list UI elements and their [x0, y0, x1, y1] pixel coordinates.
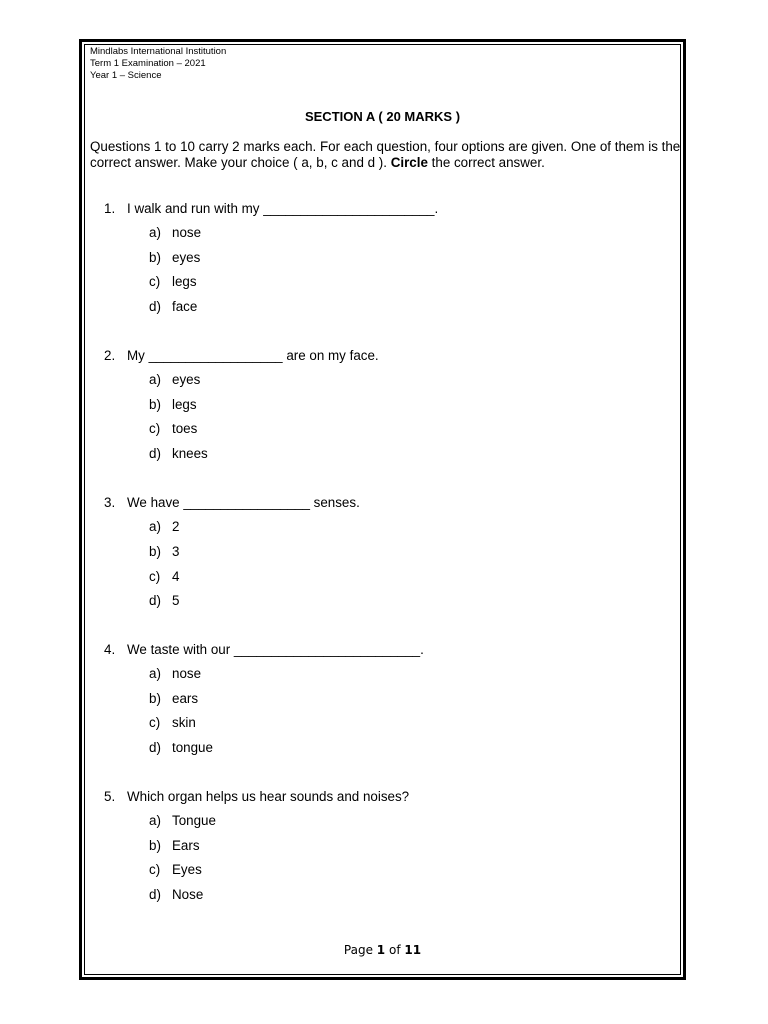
instructions-text-end: the correct answer.	[431, 155, 545, 170]
option-text: tongue	[172, 740, 213, 755]
document-header	[90, 46, 226, 82]
option	[149, 691, 198, 706]
question-text: Which organ helps us hear sounds and noises?	[127, 789, 410, 804]
option-text: Ears	[172, 838, 200, 853]
question-number: 2.	[104, 348, 116, 363]
option	[149, 813, 216, 828]
option-letter: a)	[149, 225, 161, 240]
option-letter: d)	[149, 887, 161, 902]
option	[149, 397, 197, 412]
option-text: eyes	[172, 372, 201, 387]
question-number: 4.	[104, 642, 116, 657]
institution-name: Mindlabs International Institution	[90, 46, 227, 57]
question-number: 1.	[104, 201, 116, 216]
question-text: We taste with our _________________________.	[127, 642, 424, 657]
option-text: 3	[172, 544, 180, 559]
option-text: nose	[172, 666, 202, 681]
option-text: legs	[172, 397, 197, 412]
option	[149, 569, 179, 584]
question-text: I walk and run with my _______________________.	[127, 201, 439, 216]
option	[149, 666, 201, 681]
option	[149, 274, 197, 289]
page-footer	[84, 943, 681, 957]
option	[149, 421, 197, 436]
question-number: 3.	[104, 495, 116, 510]
total-pages: 11	[404, 943, 422, 957]
option-letter: b)	[149, 691, 161, 706]
option-letter: a)	[149, 519, 161, 534]
question-1	[104, 201, 438, 216]
option-letter: c)	[149, 569, 161, 584]
option-letter: d)	[149, 446, 161, 461]
option-letter: a)	[149, 666, 161, 681]
instructions	[90, 139, 682, 171]
option-text: 4	[172, 569, 180, 584]
option-letter: c)	[149, 274, 161, 289]
subject-line: Year 1 – Science	[90, 70, 162, 81]
question-text: My __________________ are on my face.	[127, 348, 379, 363]
option-text: 2	[172, 519, 180, 534]
option-letter: a)	[149, 372, 161, 387]
option	[149, 740, 213, 755]
of-label: of	[388, 943, 401, 957]
page-label: Page	[343, 943, 373, 957]
option	[149, 544, 179, 559]
option-letter: d)	[149, 299, 161, 314]
option-letter: a)	[149, 813, 161, 828]
option	[149, 446, 208, 461]
option-letter: d)	[149, 593, 161, 608]
question-text: We have _________________ senses.	[127, 495, 360, 510]
question-3	[104, 495, 360, 510]
option-text: skin	[172, 715, 196, 730]
option	[149, 887, 203, 902]
section-title: SECTION A ( 20 MARKS )	[304, 109, 461, 124]
option-text: eyes	[172, 250, 201, 265]
question-5	[104, 789, 409, 804]
option-letter: b)	[149, 397, 161, 412]
option-letter: c)	[149, 421, 161, 436]
option-text: nose	[172, 225, 202, 240]
option-text: knees	[172, 446, 208, 461]
option	[149, 250, 200, 265]
question-number: 5.	[104, 789, 116, 804]
option-letter: c)	[149, 715, 161, 730]
option	[149, 299, 197, 314]
option-text: 5	[172, 593, 180, 608]
option-text: legs	[172, 274, 197, 289]
question-4	[104, 642, 424, 657]
question-2	[104, 348, 379, 363]
option-text: Nose	[172, 887, 204, 902]
option-letter: b)	[149, 250, 161, 265]
instructions-bold-word: Circle	[390, 155, 428, 170]
current-page: 1	[376, 943, 386, 957]
option-letter: b)	[149, 544, 161, 559]
option-text: ears	[172, 691, 199, 706]
option	[149, 372, 200, 387]
option-letter: b)	[149, 838, 161, 853]
option	[149, 225, 201, 240]
option-letter: d)	[149, 740, 161, 755]
option	[149, 519, 179, 534]
option-text: Tongue	[172, 813, 216, 828]
option-text: face	[172, 299, 198, 314]
option	[149, 862, 202, 877]
instructions-text: Questions 1 to 10 carry 2 marks each. For each question, four options are given. One of them is the correct answer. Make your choice ( a, b, c and d ).	[90, 139, 681, 170]
exam-title: Term 1 Examination – 2021	[90, 58, 206, 69]
option	[149, 715, 196, 730]
option-letter: c)	[149, 862, 161, 877]
option-text: Eyes	[172, 862, 202, 877]
option-text: toes	[172, 421, 198, 436]
option	[149, 593, 179, 608]
option	[149, 838, 200, 853]
